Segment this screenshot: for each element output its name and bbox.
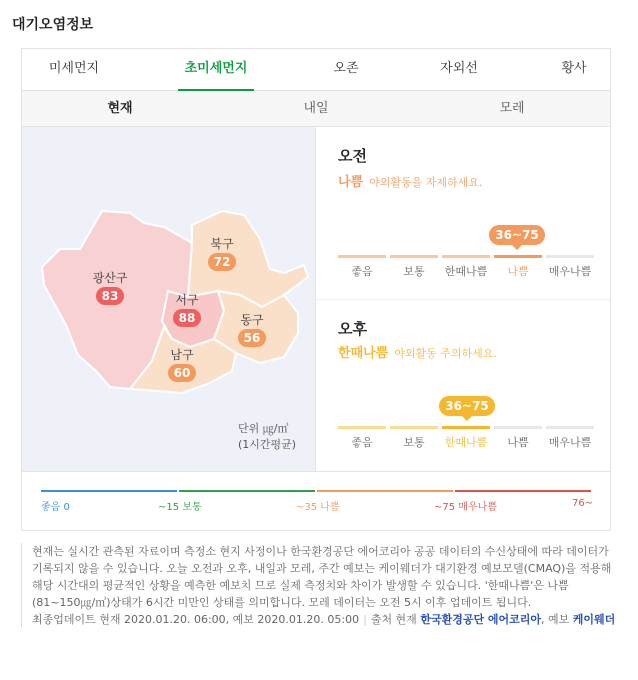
forecast-area [317, 127, 610, 471]
pm-scale-very-bad [546, 426, 594, 429]
pm-label-normal: 보통 [403, 436, 425, 449]
pollutant-tabs [22, 49, 610, 91]
district-value-buk: 72 [208, 253, 236, 271]
am-status [338, 171, 482, 190]
legend-normal: ~15 보통 [158, 502, 202, 513]
am-grade: 나쁨 [338, 175, 364, 190]
pm-desc: 야외활동 주의하세요. [394, 347, 497, 360]
pm-grade: 한때나쁨 [338, 346, 389, 361]
tab-yellow-dust[interactable]: 황사 [561, 61, 587, 76]
source-prefix: 출처 현재 [370, 613, 417, 626]
legend-bar-bad [317, 490, 453, 492]
district-name-nam: 남구 [170, 348, 194, 362]
subtab-now[interactable]: 현재 [107, 101, 133, 116]
unit-info [238, 421, 296, 453]
legend-good: 좋음 0 [41, 502, 70, 513]
pm-forecast [317, 299, 610, 471]
district-name-dong: 동구 [240, 313, 264, 327]
am-desc: 야외활동을 자제하세요. [369, 176, 483, 189]
district-value-nam: 60 [168, 364, 196, 382]
pm-scale-good [338, 426, 386, 429]
legend-max: 76~ [572, 498, 594, 509]
pm-scale-bad [494, 426, 542, 429]
legend-very-bad: ~75 매우나쁨 [434, 502, 497, 513]
am-label-normal: 보통 [403, 265, 425, 278]
pm-scale-partly-bad [442, 426, 490, 429]
am-scale-normal [390, 255, 438, 258]
am-title: 오전 [338, 147, 367, 165]
am-label-bad: 나쁨 [507, 265, 529, 278]
am-scale-good [338, 255, 386, 258]
pm-status [338, 342, 497, 361]
district-value-seo: 88 [173, 309, 201, 327]
pm-scale-normal [390, 426, 438, 429]
am-forecast [317, 127, 610, 299]
unit-note: (1시간평균) [238, 438, 297, 451]
tab-fine-dust[interactable]: 미세먼지 [48, 61, 100, 76]
meta-separator: | [363, 613, 367, 626]
district-value-dong: 56 [238, 329, 266, 347]
tab-ultrafine-dust[interactable]: 초미세먼지 [178, 49, 254, 91]
am-label-good: 좋음 [351, 265, 373, 278]
notes-body: 현재는 실시간 관측된 자료이며 측정소 현지 사정이나 한국환경공단 에어코리아 공공 데이터의 수신상태에 따라 데이터가 기록되지 않을 수 있습니다. 오늘 오전과 오후, 내일과 모레, 주간 예보는 케이웨더가 대기환경 예보모델(CMAQ)을 적용해 해당 시간대의 평균적인 상황을 예측한 예보치 므로 실제 측정치와 차이가 발생할 수 있습니다. '한때나쁨'은 나쁨(81~150㎍/㎥)상태가 6시간 미만인 상태를 의미합니다. 모레 데이터는 오전 5시 이후 업데이트 됩니다. [32, 545, 612, 609]
unit-label: 단위 ㎍/㎥ [238, 422, 289, 435]
district-name-buk: 북구 [210, 237, 234, 251]
page-title: 대기오염정보 [12, 17, 94, 33]
pm-label-very-bad: 매우나쁨 [548, 436, 592, 449]
data-notes [21, 543, 617, 628]
legend-bar-very-bad [455, 490, 591, 492]
subtab-day-after[interactable]: 모레 [499, 101, 525, 116]
legend-bad: ~35 나쁨 [296, 502, 340, 513]
district-name-gwangsan: 광산구 [92, 271, 128, 285]
am-scale-bad [494, 255, 542, 258]
pm-label-good: 좋음 [351, 436, 373, 449]
legend-bar-normal [179, 490, 315, 492]
pm-range-bubble: 36~75 [439, 396, 495, 416]
time-subtabs [22, 91, 610, 127]
district-name-seo: 서구 [175, 293, 199, 307]
pm-label-partly-bad: 한때나쁨 [444, 436, 488, 449]
air-pollution-panel [21, 48, 611, 531]
pm-label-bad: 나쁨 [507, 436, 529, 449]
source-mid: , 예보 [541, 613, 570, 626]
update-time: 최종업데이트 현재 2020.01.20. 06:00, 예보 2020.01.20. 05:00 [32, 613, 360, 626]
notes-meta [32, 611, 617, 628]
am-scale-partly-bad [442, 255, 490, 258]
tab-ozone[interactable]: 오존 [333, 61, 359, 76]
am-label-very-bad: 매우나쁨 [548, 265, 592, 278]
subtab-tomorrow[interactable]: 내일 [303, 101, 329, 116]
tab-uv[interactable]: 자외선 [440, 61, 478, 76]
am-label-partly-bad: 한때나쁨 [444, 265, 488, 278]
grade-legend [22, 471, 610, 531]
legend-bar-good [41, 490, 177, 492]
source-kweather-link[interactable]: 케이웨더 [572, 613, 616, 626]
am-range-bubble: 36~75 [489, 225, 545, 245]
pm-title: 오후 [338, 320, 367, 338]
district-value-gwangsan: 83 [96, 287, 124, 305]
am-scale-very-bad [546, 255, 594, 258]
source-airkorea-link[interactable]: 한국환경공단 에어코리아 [420, 613, 542, 626]
district-map [22, 127, 316, 471]
